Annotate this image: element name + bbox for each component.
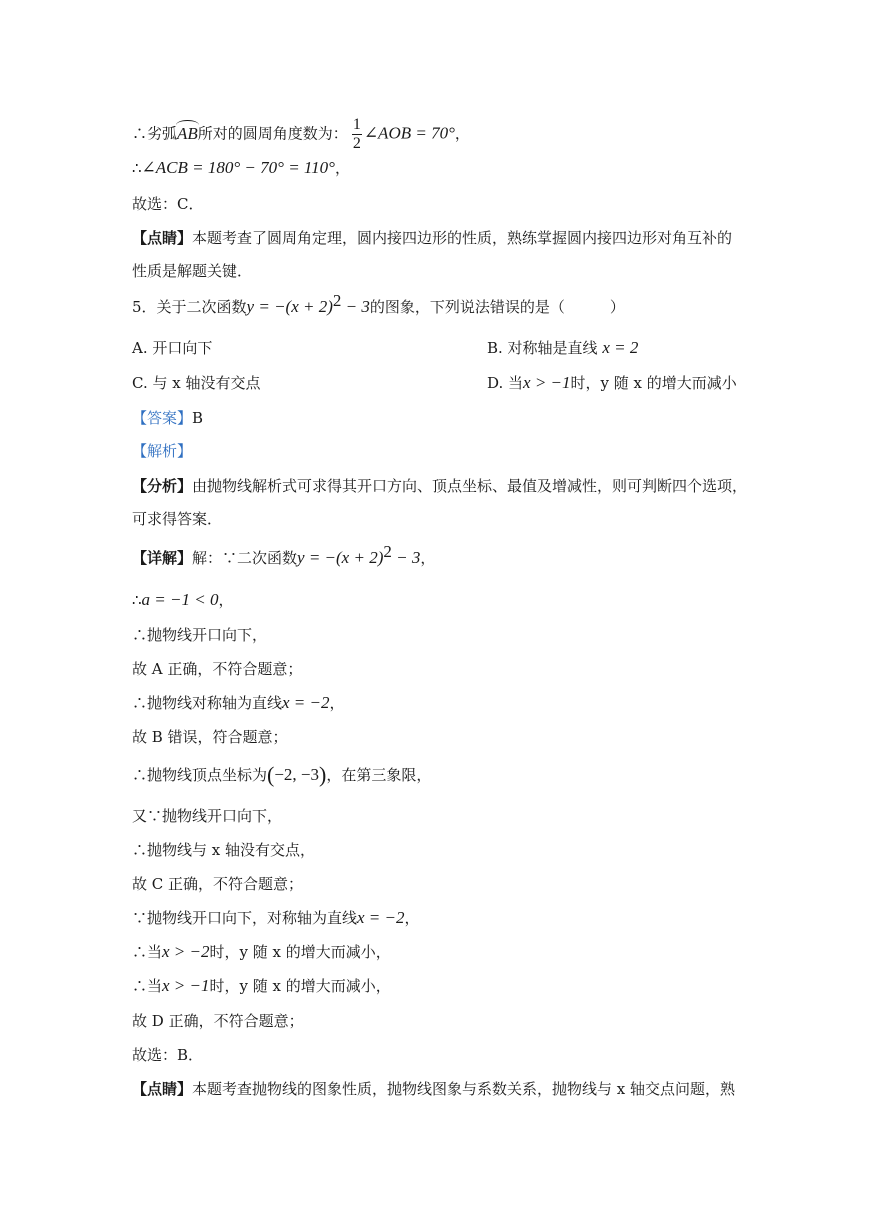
text: ， [334,159,350,177]
detail-8: 又∵抛物线开口向下， [132,807,283,825]
dianjing-1-cont: 性质是解题关键． [132,262,253,280]
detail-10: 故 C 正确，不符合题意； [132,875,304,893]
math-expr: x > −1 [523,373,571,392]
detail-5 [132,693,345,713]
tag-fenxi: 【分析】 [132,477,193,495]
detail-3: ∴抛物线开口向下， [132,626,268,644]
proof-line-arc [132,116,470,153]
detail-1 [132,542,436,568]
option-c: C. 与 x 轴没有交点 [132,374,261,392]
math-expr: ∠ACB = 180° − 70° = 110° [141,158,335,177]
math-expr: x = −2 [282,693,330,712]
text: ， [454,124,470,143]
text: ∵抛物线开口向下，对称轴为直线 [132,909,358,927]
option-a: A. 开口向下 [132,339,213,357]
option-d [487,373,737,393]
text: 5．关于二次函数 [132,298,247,316]
math-expr: ∠AOB = 70° [363,123,455,143]
text: 所对的圆周角度数为： [197,124,348,143]
text: ∴ [132,591,142,609]
dianjing-2 [132,1079,735,1099]
tag-answer: 【答案】 [132,409,193,427]
math-func-tail: − 3 [341,297,370,316]
math-func: y = −(x + 2) [297,548,384,567]
answer-value: B [192,409,204,427]
text: ， [420,549,436,567]
tag-analysis: 【解析】 [132,442,193,460]
math-expr: x = −2 [357,908,405,927]
math-expr: −2, −3 [274,765,320,784]
text: 由抛物线解析式可求得其开口方向、顶点坐标、最值及增减性，则可判断四个选项， [192,477,748,495]
detail-14: 故 D 正确，不符合题意； [132,1012,304,1030]
math-expr: x = 2 [602,338,639,357]
text: D. 当 [487,374,524,392]
text: 本题考查抛物线的图象性质，抛物线图象与系数关系，抛物线与 x 轴交点问题，熟 [192,1080,736,1098]
text: ，在第三象限， [326,766,432,784]
math-expr: x > −1 [162,976,210,995]
detail-13 [132,976,391,996]
choose-c: 故选：C． [132,195,204,213]
question-5 [132,291,625,317]
text: ∴当 [132,943,163,961]
tag-dianjing: 【点睛】 [132,229,193,247]
math-func: y = −(x + 2) [246,297,333,316]
text: B. 对称轴是直线 [487,339,598,357]
detail-4: 故 A 正确，不符合题意； [132,660,303,678]
math-func-tail: − 3 [391,548,421,567]
exponent: 2 [383,542,392,561]
text: ∴抛物线对称轴为直线 [132,694,283,712]
dianjing-1 [132,228,732,248]
fenxi-line [132,476,747,496]
answer-line [132,408,203,428]
tag-detail: 【详解】 [132,549,193,567]
text: ∴劣弧 [132,124,178,143]
text: 的图象，下列说法错误的是（ ） [369,298,625,316]
text: 时，y 随 x 的增大而减小 [570,374,737,392]
text: ， [329,694,345,712]
exponent: 2 [332,291,342,310]
detail-7: ∴抛物线顶点坐标为(−2, −3)，在第三象限， [132,762,432,787]
fenxi-line-2: 可求得答案． [132,510,223,528]
text: ∴ [132,159,142,177]
proof-line-acb [132,158,350,178]
detail-12 [132,942,391,962]
text: ∴抛物线顶点坐标为 [132,766,268,784]
text: ∴当 [132,977,163,995]
detail-6: 故 B 错误，符合题意； [132,728,288,746]
text: 时，y 随 x 的增大而减小， [209,977,391,995]
math-expr: a = −1 < 0 [141,590,219,609]
text: 时，y 随 x 的增大而减小， [209,943,391,961]
detail-9: ∴抛物线与 x 轴没有交点， [132,841,315,859]
arc-ab: AB [177,120,198,144]
detail-11 [132,908,420,928]
fraction-half: $\frac{1}{2}$ [352,116,361,152]
text: 本题考查了圆周角定理，圆内接四边形的性质，熟练掌握圆内接四边形对角互补的 [192,229,733,247]
tag-dianjing: 【点睛】 [132,1080,193,1098]
text: ， [404,909,420,927]
text: ， [218,591,234,609]
text: 解：∵二次函数 [192,549,298,567]
math-expr: x > −2 [162,942,210,961]
detail-15: 故选：B． [132,1046,204,1064]
detail-2 [132,590,233,610]
option-b [487,338,638,358]
